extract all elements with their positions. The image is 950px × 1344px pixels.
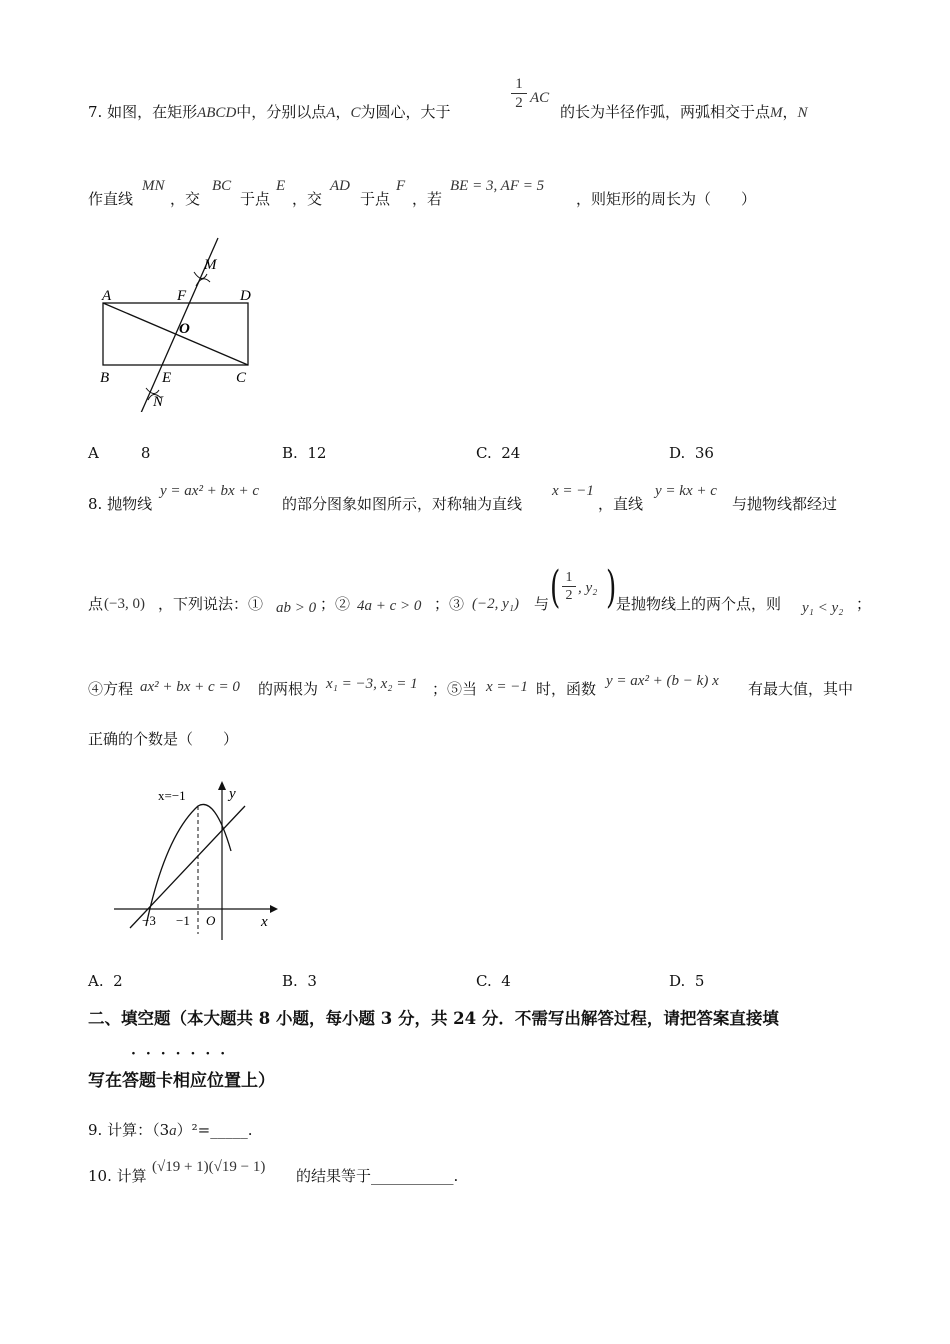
q8-line3-a: ④方程 — [88, 680, 134, 698]
q8-sep1: ；② — [320, 595, 351, 613]
label-c: C — [236, 370, 247, 386]
q8-s3-mid: 是抛物线上的两个点，则 — [616, 595, 782, 613]
axis-label: x=−1 — [158, 788, 186, 803]
arc-m2 — [196, 279, 210, 286]
y-axis-arrow — [218, 781, 226, 790]
q7-seg-bc: BC — [212, 178, 232, 194]
label-m: M — [204, 257, 217, 273]
q7-ruo: ，若 — [412, 190, 443, 208]
q7-option-d[interactable]: D. 36 — [669, 444, 714, 462]
q8-parabola-graph — [110, 776, 280, 946]
q7-yudian2: 于点 — [360, 190, 391, 208]
section2-emphasis-dots: ······· — [131, 1046, 236, 1062]
q8-s2: 4a + c > 0 — [357, 598, 422, 614]
q8-line3-c: ；⑤当 — [432, 680, 478, 698]
q8-s4-roots: x₁ = −3, x₂ = 1 — [326, 676, 418, 692]
q8-line1-b: 的部分图象如图所示，对称轴为直线 — [282, 495, 523, 513]
q8-line-eq: y = kx + c — [655, 483, 717, 499]
origin-label: O — [206, 913, 216, 928]
q7-line1-tail: 的长为半径作弧，两弧相交于点M，N — [560, 103, 808, 121]
q8-s5-func: y = ax² + (b − k) x — [606, 673, 719, 689]
q7-pt-e: E — [276, 178, 286, 194]
q8-s3a: (−2, y₁) — [472, 596, 519, 612]
q8-s3c: y₁ < y₂ — [802, 600, 844, 616]
y-label: y — [229, 786, 236, 802]
q7-line2-end: ，则矩形的周长为（ ） — [576, 190, 757, 208]
q7-fraction: 1 2 — [511, 75, 527, 112]
q7-jiao2: ，交 — [292, 190, 323, 208]
q8-line2-a: 点 — [88, 595, 104, 613]
tick-minus3: −3 — [142, 913, 156, 928]
label-d: D — [240, 288, 251, 304]
q8-sep2: ；③ — [434, 595, 465, 613]
q8-s3-yu: 与 — [534, 595, 550, 613]
q8-line1-d: 与抛物线都经过 — [732, 495, 838, 513]
q8-option-d[interactable]: D. 5 — [669, 972, 705, 990]
label-o: O — [179, 321, 190, 337]
label-f: F — [177, 288, 187, 304]
q8-s1: ab > 0 — [276, 600, 317, 616]
q7-option-b[interactable]: B. 12 — [282, 444, 327, 462]
q7-pt-f: F — [396, 178, 406, 194]
q8-parabola-eq: y = ax² + bx + c — [160, 483, 259, 499]
q7-seg-mn: MN — [142, 178, 165, 194]
label-a: A — [102, 288, 112, 304]
q8-number: 8. — [88, 495, 103, 513]
q7-seg-ad: AD — [330, 178, 350, 194]
section2-heading-line1: 二、填空题（本大题共 8 小题，每小题 3 分，共 24 分．不需写出解答过程，请把答案直接填 — [88, 1009, 779, 1028]
q10-answer-blank[interactable]: ___________ — [371, 1167, 454, 1185]
q8-axis-eq: x = −1 — [552, 483, 594, 499]
q8-line2-b: ，下列说法：① — [158, 595, 264, 613]
q8-option-a[interactable]: A. 2 — [88, 972, 123, 990]
q8-line1-c: ，直线 — [598, 495, 644, 513]
q7-line2: 作直线 — [88, 190, 134, 208]
q7-frac-seg: AC — [530, 90, 550, 106]
q8-line4: 正确的个数是（ ） — [88, 730, 239, 748]
q8-s5-cond: x = −1 — [486, 679, 528, 695]
q8-option-b[interactable]: B. 3 — [282, 972, 317, 990]
q8-number-line: 8. 抛物线 — [88, 495, 153, 513]
x-label: x — [261, 914, 268, 930]
q7-yudian1: 于点 — [240, 190, 271, 208]
label-n: N — [153, 394, 164, 410]
q10-line-tail: 的结果等于___________. — [296, 1167, 459, 1185]
q9-line: 9. 计算：（3a）²=_____. — [88, 1121, 253, 1139]
q7-condition: BE = 3, AF = 5 — [450, 178, 545, 194]
q10-number: 10. — [88, 1167, 112, 1185]
q8-option-c[interactable]: C. 4 — [476, 972, 511, 990]
q8-sep3: ； — [856, 595, 872, 613]
label-e: E — [162, 370, 172, 386]
q8-line3-b: 的两根为 — [258, 680, 319, 698]
x-axis-arrow — [270, 905, 278, 913]
q7-option-c[interactable]: C. 24 — [476, 444, 521, 462]
q7-jiao1: ，交 — [170, 190, 201, 208]
tick-minus1: −1 — [176, 913, 190, 928]
q8-line3-d: 时，函数 — [536, 680, 597, 698]
q10-line: 10. 计算 — [88, 1167, 147, 1185]
line-kx-c — [130, 806, 245, 928]
label-b: B — [100, 370, 110, 386]
section2-heading-line2: 写在答题卡相应位置上） — [88, 1071, 275, 1091]
q9-answer-blank[interactable]: _____ — [210, 1121, 248, 1139]
arc-n — [146, 388, 159, 394]
q8-s4: ax² + bx + c = 0 — [140, 679, 240, 695]
q7-number: 7. — [88, 103, 103, 121]
q9-number: 9. — [88, 1121, 103, 1139]
q7-line1: 7. 如图，在矩形ABCD中，分别以点A，C为圆心，大于 — [88, 103, 451, 121]
q8-line3-e: 有最大值，其中 — [748, 680, 854, 698]
q8-point: (−3, 0) — [104, 596, 145, 612]
q10-expression: (√19 + 1)(√19 − 1) — [152, 1159, 266, 1175]
q7-option-a[interactable]: A 8 — [88, 444, 151, 462]
q7-rectangle-figure — [90, 230, 270, 412]
